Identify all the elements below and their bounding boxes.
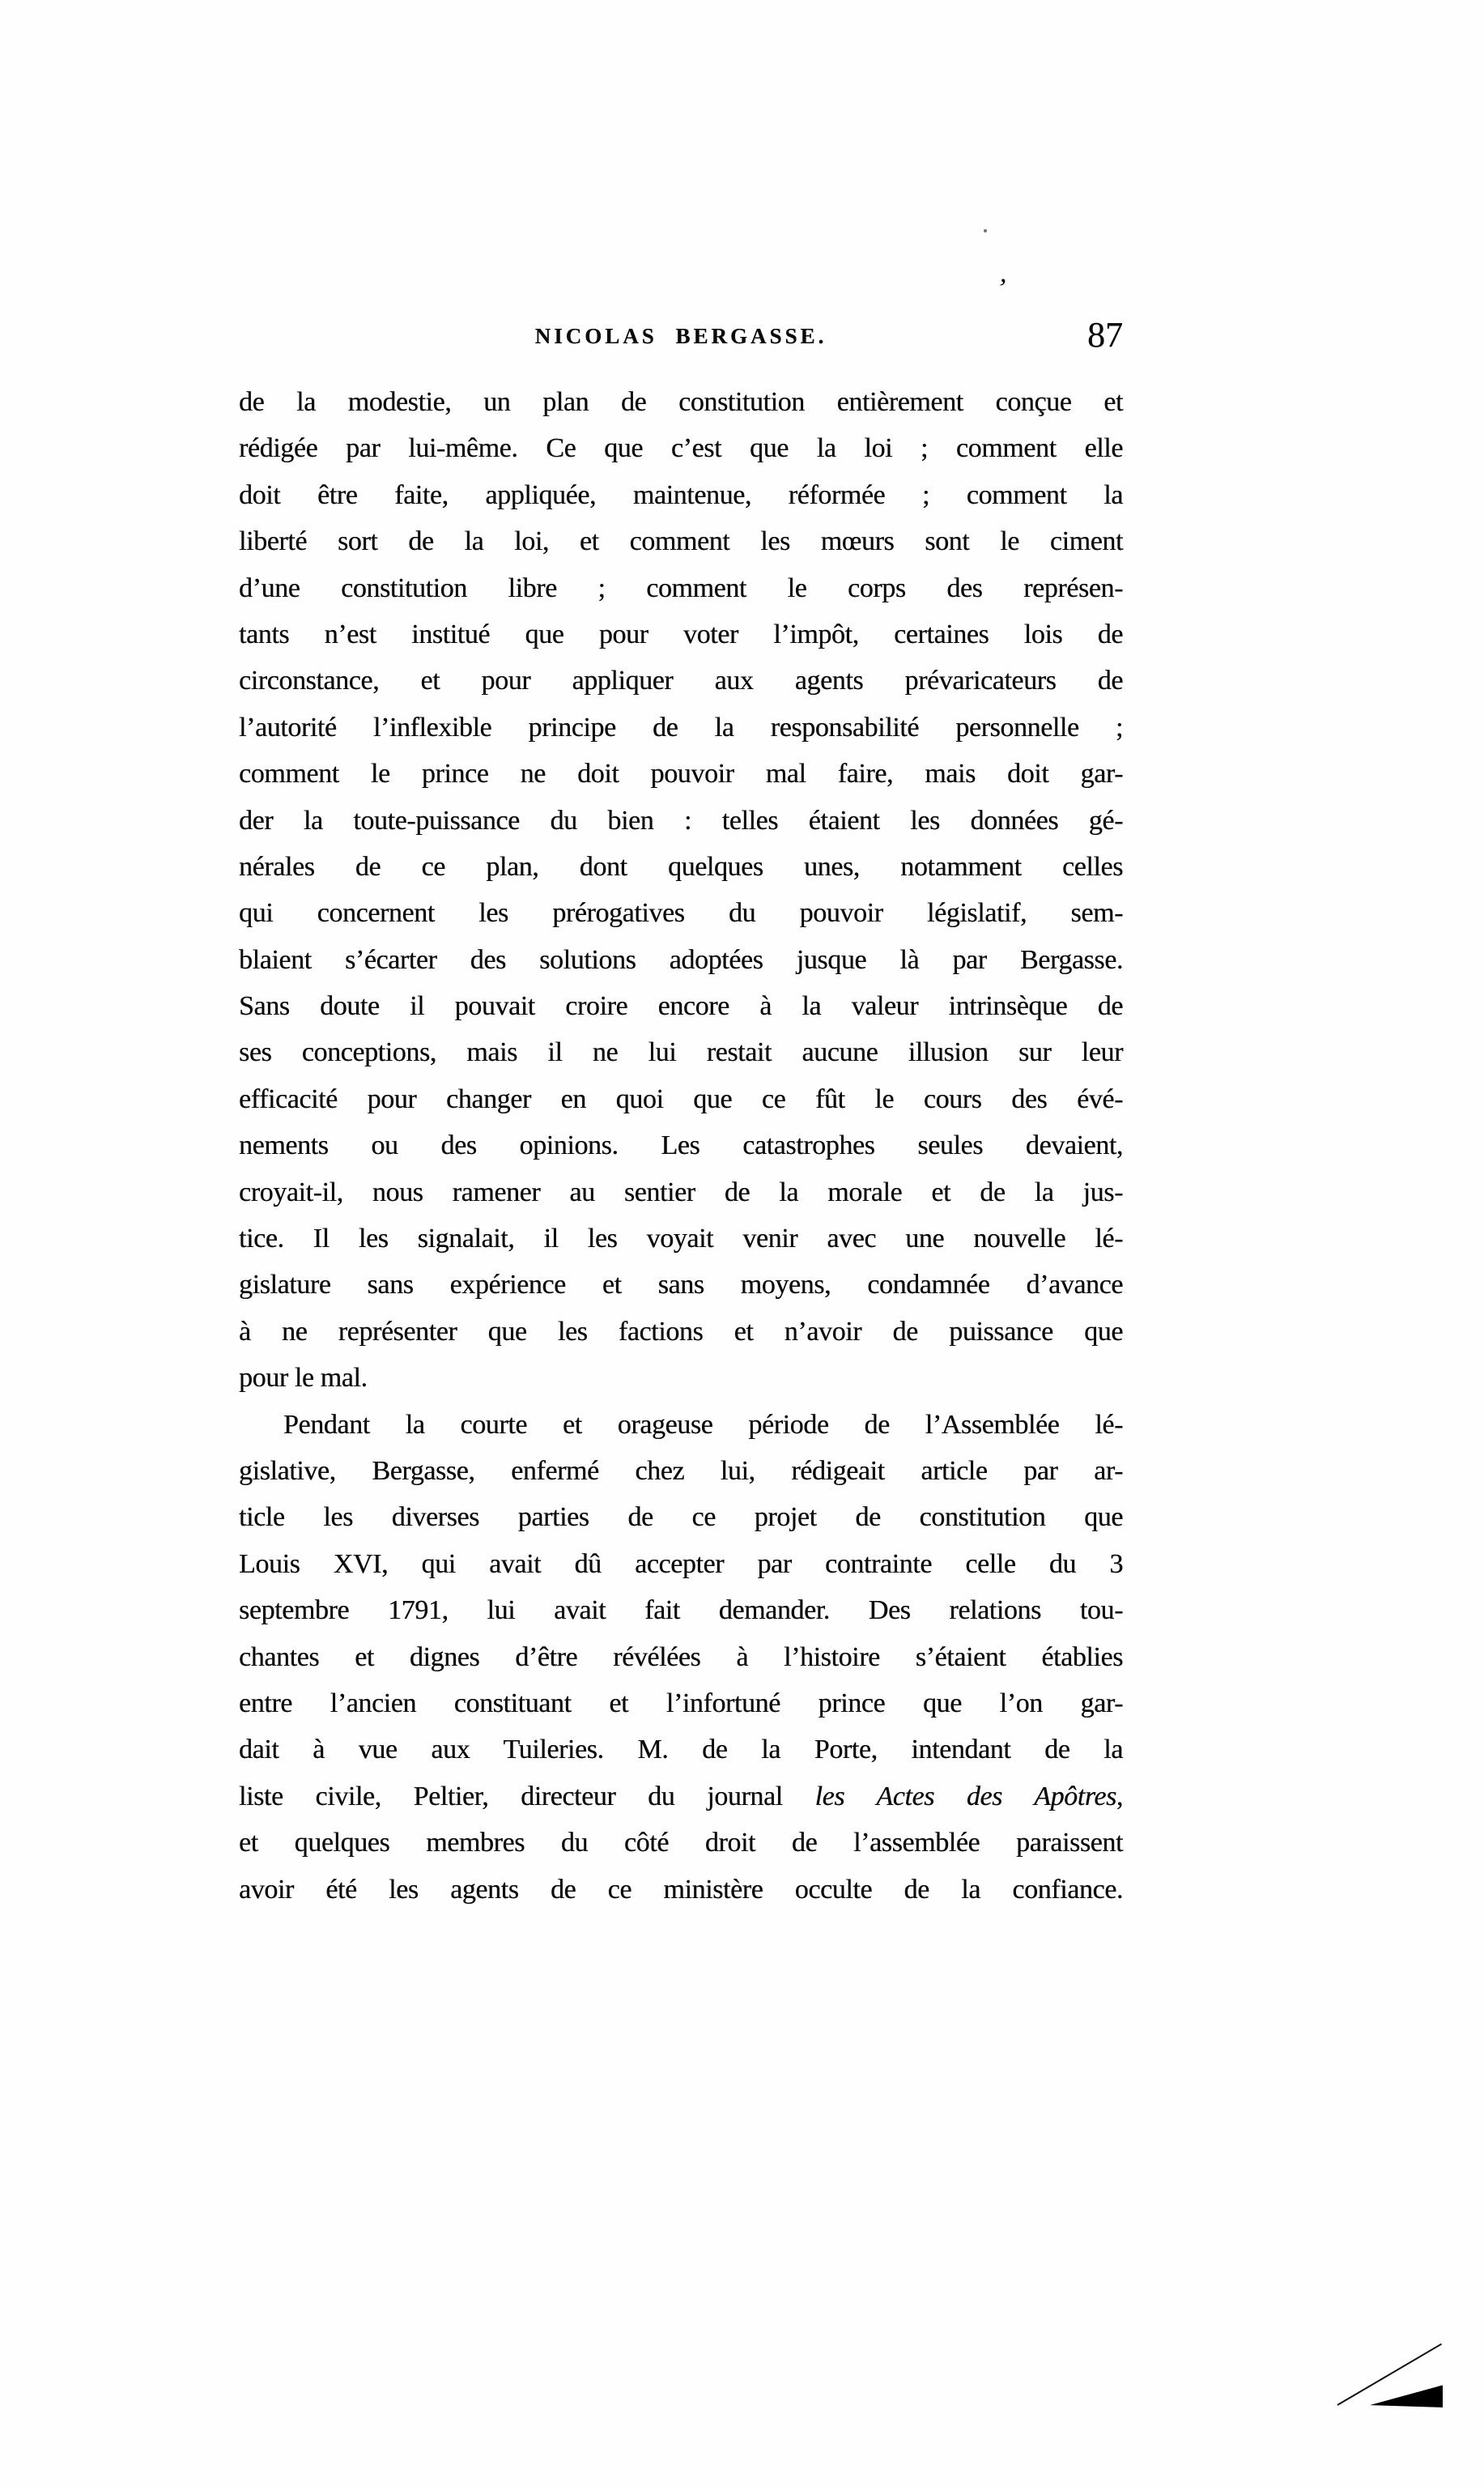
text-line: comment le prince ne doit pouvoir mal faire, mais doit gar- xyxy=(239,759,1123,790)
text-line: Pendant la courte et orageuse période de l’Assemblée lé- xyxy=(283,1409,1123,1440)
text-line: nérales de ce plan, dont quelques unes, notamment celles xyxy=(239,851,1123,882)
text-line: rédigée par lui-même. Ce que c’est que la loi ; comment elle xyxy=(239,433,1123,464)
text-line: à ne représenter que les factions et n’avoir de puissance que xyxy=(239,1316,1123,1347)
text-line: Sans doute il pouvait croire encore à la valeur intrinsèque de xyxy=(239,991,1123,1022)
text-line: tants n’est institué que pour voter l’impôt, certaines lois de xyxy=(239,619,1123,649)
text-line: entre l’ancien constituant et l’infortuné prince que l’on gar- xyxy=(239,1688,1123,1718)
text-line: ticle les diverses parties de ce projet de constitution que xyxy=(239,1502,1123,1533)
text-line: doit être faite, appliquée, maintenue, réformée ; comment la xyxy=(239,479,1123,510)
text-line: qui concernent les prérogatives du pouvoir législatif, sem- xyxy=(239,898,1123,929)
text-line: chantes et dignes d’être révélées à l’histoire s’étaient établies xyxy=(239,1641,1123,1672)
text-line: circonstance, et pour appliquer aux agents prévaricateurs de xyxy=(239,666,1123,696)
text-line: et quelques membres du côté droit de l’assemblée paraissent xyxy=(239,1828,1123,1858)
text-line: pour le mal. xyxy=(239,1363,368,1394)
scan-speck xyxy=(984,229,987,232)
text-line: tice. Il les signalait, il les voyait venir avec une nouvelle lé- xyxy=(239,1224,1123,1254)
text-line: croyait-il, nous ramener au sentier de la morale et de la jus- xyxy=(239,1177,1123,1207)
text-line: der la toute-puissance du bien : telles étaient les données gé- xyxy=(239,805,1123,836)
text-line: l’autorité l’inflexible principe de la responsabilité personnelle ; xyxy=(239,712,1123,743)
text-line: nements ou des opinions. Les catastrophes seules devaient, xyxy=(239,1130,1123,1161)
text-line: dait à vue aux Tuileries. M. de la Porte, intendant de la xyxy=(239,1735,1123,1765)
text-line: septembre 1791, lui avait fait demander. Des relations tou- xyxy=(239,1595,1123,1626)
text-line: liste civile, Peltier, directeur du journal les Actes des Apôtres, xyxy=(239,1781,1123,1811)
text-line: liberté sort de la loi, et comment les mœurs sont le ciment xyxy=(239,526,1123,557)
text-line: gislative, Bergasse, enfermé chez lui, rédigeait article par ar- xyxy=(239,1455,1123,1486)
text-line: de la modestie, un plan de constitution entièrement conçue et xyxy=(239,387,1123,417)
running-header-title: NICOLAS BERGASSE. xyxy=(534,324,827,348)
text-line: d’une constitution libre ; comment le corps des représen- xyxy=(239,573,1123,603)
text-line: Louis XVI, qui avait dû accepter par contrainte celle du 3 xyxy=(239,1548,1123,1579)
text-line: gislature sans expérience et sans moyens, condamnée d’avance xyxy=(239,1270,1123,1300)
ink-fleck-apostrophe: ’ xyxy=(995,273,1009,304)
text-line: efficacité pour changer en quoi que ce fût le cours des évé- xyxy=(239,1083,1123,1114)
text-line: blaient s’écarter des solutions adoptées jusque là par Bergasse. xyxy=(239,944,1123,975)
page-number: 87 xyxy=(1087,315,1123,355)
text-line: ses conceptions, mais il ne lui restait aucune illusion sur leur xyxy=(239,1037,1123,1068)
page-body xyxy=(239,379,1123,1913)
scan-artifact-corner-wedge xyxy=(1370,2384,1443,2407)
text-line: avoir été les agents de ce ministère occulte de la confiance. xyxy=(239,1874,1123,1905)
